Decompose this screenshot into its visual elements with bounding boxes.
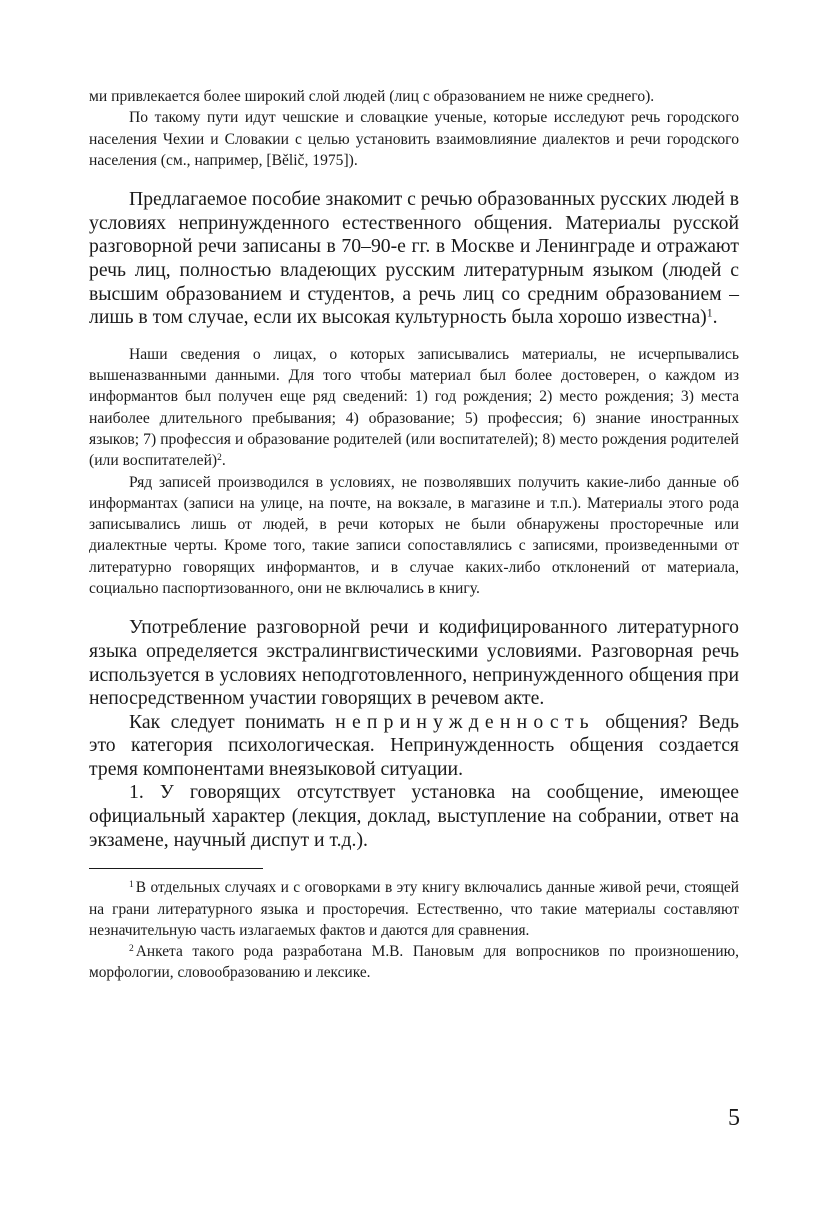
details-paragraph-1 xyxy=(89,344,739,472)
footnote-2-marker: 2 xyxy=(129,942,134,954)
page-body xyxy=(89,86,739,984)
main2-paragraph-2 xyxy=(89,711,739,782)
details-paragraph-1-text: Наши сведения о лицах, о которых записывались материалы, не исчерпывались вышеназванными данными. Для того чтобы материал был более достоверен, о каждом из информантов был получен еще ряд сведений: 1) год рождения; 2) место рождения; 3) места наиболее длительного пребывания; 4) образование; 5) профессия; 6) знание иностранных языков; 7) профессия и образование родителей (или воспитателей); 8) место рождения родителей (или воспитателей) xyxy=(89,345,739,470)
footnote-2 xyxy=(89,941,739,984)
footnote-ref-1: 1 xyxy=(706,305,713,320)
page-number: 5 xyxy=(728,1105,740,1131)
footnote-1-marker: 1 xyxy=(129,879,134,890)
intro-paragraph-1: ми привлекается более широкий слой людей (лиц с образованием не ниже среднего). xyxy=(89,88,655,105)
emphasized-term: непринужденность xyxy=(335,710,595,733)
details-paragraph-1-end: . xyxy=(221,452,226,470)
main2-paragraph-1: Употребление разговорной речи и кодифицированного литературного языка определяется экстралингвистическими условиями. Разговорная речь используется в условиях неподготовленного, непринужденного общения при непосредственном участии говорящих в речевом акте. xyxy=(89,616,739,710)
footnote-divider xyxy=(89,868,263,869)
footnotes xyxy=(89,877,739,983)
main2-paragraph-2-before: Как следует понимать xyxy=(129,710,325,733)
main-block-1 xyxy=(89,188,739,330)
footnote-2-text: Анкета такого рода разработана М.В. Пановым для вопросников по произношению, морфологии, словообразованию и лексике. xyxy=(89,943,739,982)
main-paragraph-1 xyxy=(89,188,739,330)
footnote-ref-2: 2 xyxy=(217,453,222,464)
footnote-1 xyxy=(89,877,739,941)
footnote-1-text: В отдельных случаях и с оговорками в эту книгу включались данные живой речи, стоящей на грани литературного языка и просторечия. Естественно, что такие материалы составляют незначительную часть излагаемых фактов и даются для сравнения. xyxy=(89,879,739,939)
main-paragraph-1-text: Предлагаемое пособие знакомит с речью образованных русских людей в условиях непринужденного естественного общения. Материалы русской разговорной речи записаны в 70–90-е гг. в Москве и Ленинграде и отражают речь лиц, полностью владеющих русским литературным языком (людей с высшим образованием и студентов, а речь лиц со средним образованием – лишь в том случае, если их высокая культурность была хорошо известна) xyxy=(89,188,740,329)
intro-block xyxy=(89,86,739,171)
main-paragraph-1-end: . xyxy=(712,306,718,329)
details-block xyxy=(89,344,739,600)
main2-paragraph-2-after: общения? Ведь это категория психологическая. Непринужденность общения создается тремя компонентами внеязыковой ситуации. xyxy=(89,710,739,780)
details-paragraph-2: Ряд записей производился в условиях, не позволявших получить какие-либо данные об информантах (записи на улице, на почте, на вокзале, в магазине и т.п.). Материалы этого рода записывались лишь от людей, в речи которых не были обнаружены просторечные или диалектные черты. Кроме того, такие записи сопоставлялись с записями, произведенными от литературно говорящих информантов, и в случае каких-либо отклонений от материала, социально паспортизованного, они не включались в книгу. xyxy=(89,473,739,598)
main-block-2 xyxy=(89,616,739,852)
main2-paragraph-3: 1. У говорящих отсутствует установка на сообщение, имеющее официальный характер (лекция, доклад, выступление на собрании, ответ на экзамене, научный диспут и т.д.). xyxy=(89,781,739,851)
intro-paragraph-2: По такому пути идут чешские и словацкие ученые, которые исследуют речь городского населения Чехии и Словакии с целью установить взаимовлияние диалектов и речи городского населения (см., например, [Bělič, 1975]). xyxy=(89,109,739,169)
